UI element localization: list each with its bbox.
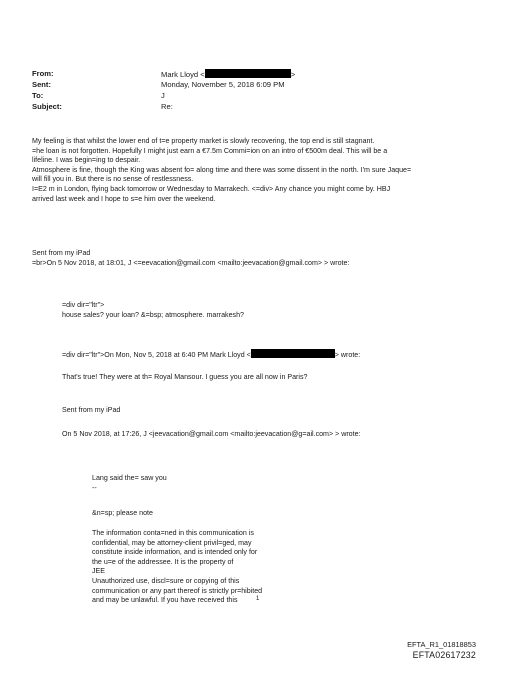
inner-quote-1 <box>92 474 167 493</box>
to-value: J <box>161 91 165 100</box>
quote-line: =div dir="ltr"> <box>62 301 105 309</box>
disclaimer-line: confidential, may be attorney-client privil=ged, may <box>92 538 252 547</box>
quote-header-suffix: > wrote: <box>334 351 361 359</box>
body-line: I=E2 m in London, flying back tomorrow or Wednesday to Marrakech. <=div> Any chance you might come by. HBJ <box>32 184 391 193</box>
inner-line: &n=sp; please note <box>92 509 153 517</box>
body-line: will fill you in. But there is no sense of restlessness. <box>32 175 194 184</box>
disclaimer-line: constitute inside information, and is intended only for <box>92 548 258 557</box>
quote-header: On 5 Nov 2018, at 17:26, J <jeevacation@gmail.com <mailto:jeevacation@g=ail.com> > wrote: <box>62 430 361 438</box>
sent-label: Sent: <box>32 80 51 89</box>
quote-header-text: =div dir="ltr">On Mon, Nov 5, 2018 at 6:40 PM Mark Lloyd < <box>62 351 251 359</box>
quoted-message-2 <box>62 373 308 383</box>
subject-label: Subject: <box>32 102 62 111</box>
footer-bates-id-1: EFTA_R1_01818853 <box>407 640 476 649</box>
quoted-message-1 <box>62 301 244 320</box>
sent-from-ipad: Sent from my iPad <box>32 249 91 257</box>
page-number: 1 <box>256 596 260 602</box>
to-label: To: <box>32 91 44 100</box>
from-name: Mark Lloyd < <box>161 70 205 79</box>
disclaimer-line: and may be unlawful. If you have received this <box>92 596 238 605</box>
sent-value: Monday, November 5, 2018 6:09 PM <box>161 80 285 89</box>
from-suffix: > <box>290 70 296 79</box>
redaction-box <box>251 349 335 358</box>
inner-line: Lang said the= saw you <box>92 474 167 482</box>
quote-header: =br>On 5 Nov 2018, at 18:01, J <=eevacation@gmail.com <mailto:jeevacation@gmail.com> > wrote: <box>32 258 350 267</box>
body-line: lifeline. I was begin=ing to despair. <box>32 156 141 165</box>
sent-from-ipad: Sent from my iPad <box>62 406 121 414</box>
quoted-message-2-header <box>62 349 360 361</box>
inner-line: -- <box>92 483 97 492</box>
disclaimer-line: communication or any part thereof is strictly pr=hibited <box>92 586 263 595</box>
message-body <box>32 137 411 204</box>
footer-bates-id-2: EFTA02617232 <box>412 650 476 660</box>
body-line: My feeling is that whilst the lower end of t=e property market is slowly recovering, the top end is still stagnant. <box>32 137 375 145</box>
from-value <box>161 69 295 80</box>
inner-quote-2 <box>92 509 153 519</box>
disclaimer-line: the u=e of the addressee. It is the property of <box>92 557 234 566</box>
body-line: =he loan is not forgotten. Hopefully I might just earn a €7.5m Commi=ion on an intro of €500m deal. This will be a <box>32 146 388 155</box>
quote-line: house sales? your loan? &=bsp; atmosphere. marrakesh? <box>62 310 244 319</box>
subject-value: Re: <box>161 102 173 111</box>
body-line: Atmosphere is fine, though the King was absent fo= along time and there was some dissent in the north. I'm sure Jaque= <box>32 165 412 174</box>
body-line: arrived last week and I hope to s=e him over the weekend. <box>32 194 216 203</box>
signature-block-2 <box>62 406 120 416</box>
quote-line: That's true! They were at th= Royal Mansour. I guess you are all now in Paris? <box>62 373 308 381</box>
disclaimer-line: JEE <box>92 567 106 576</box>
from-label: From: <box>32 69 54 78</box>
confidentiality-disclaimer <box>92 529 262 606</box>
disclaimer-line: The information conta=ned in this communication is <box>92 529 254 537</box>
disclaimer-line: Unauthorized use, discl=sure or copying of this <box>92 576 240 585</box>
redaction-box <box>205 69 291 78</box>
signature-block-1 <box>32 249 349 268</box>
quoted-message-3-header <box>62 430 361 440</box>
